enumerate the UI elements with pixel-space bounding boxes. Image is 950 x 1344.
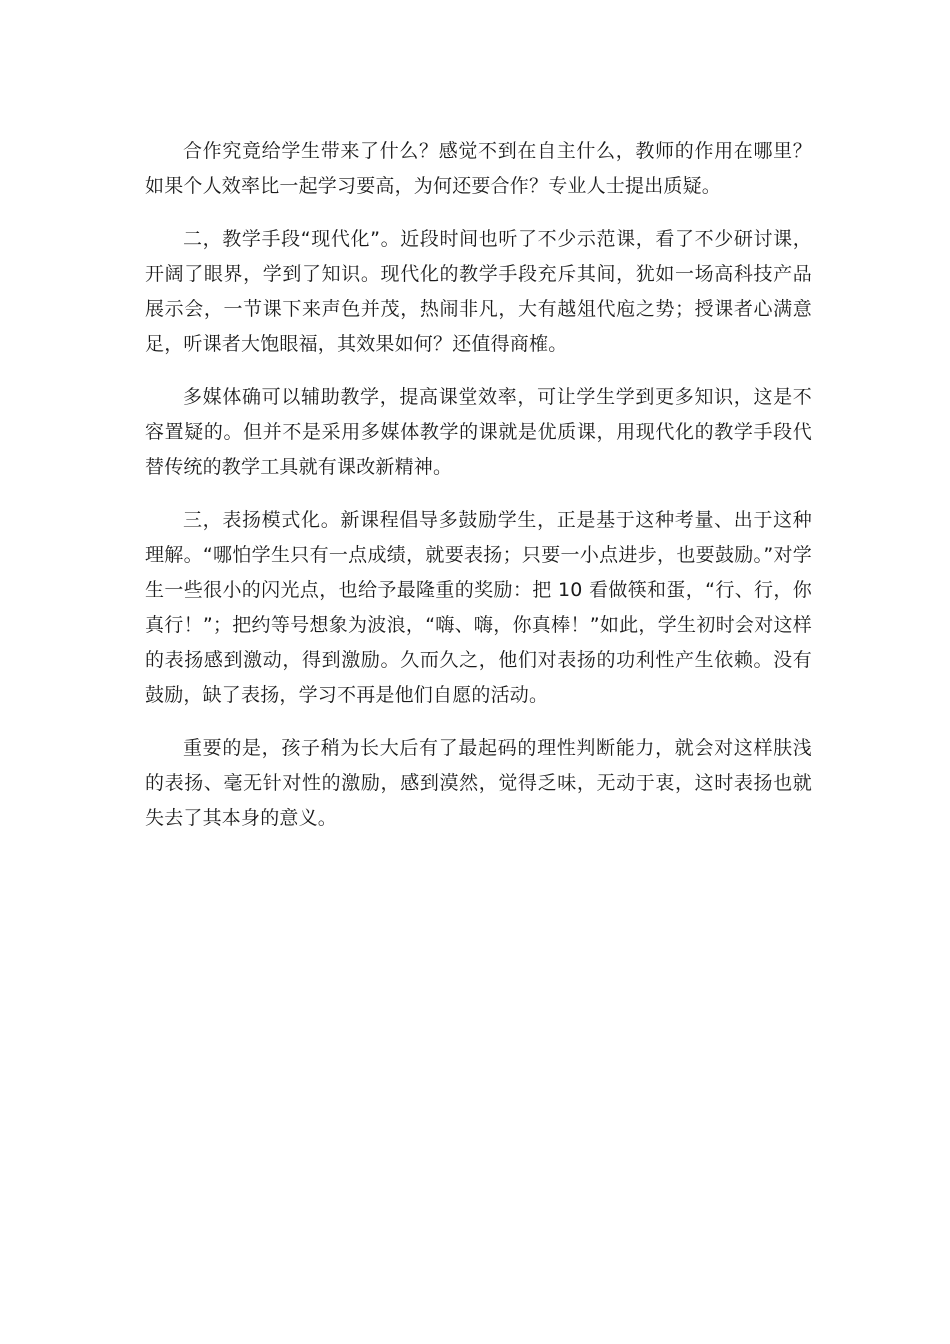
paragraph-praise-meaning: 重要的是，孩子稍为长大后有了最起码的理性判断能力，就会对这样肤浅的表扬、毫无针对性的激励，感到漠然，觉得乏味，无动于衷，这时表扬也就失去了其本身的意义。: [145, 737, 812, 829]
paragraph-praise-pattern: 三，表扬模式化。新课程倡导多鼓励学生，正是基于这种考量、出于这种理解。“哪怕学生只有一点成绩，就要表扬；只要一小点进步，也要鼓励。”对学生一些很小的闪光点，也给予最隆重的奖励：把 10 看做筷和蛋，“行、行，你真行！”；把约等号想象为波浪，“嗨、嗨，你真棒！”如此，学生初时会对这样的表扬感到激动，得到激励。久而久之，他们对表扬的功利性产生依赖。没有鼓励，缺了表扬，学习不再是他们自愿的活动。: [145, 509, 812, 706]
document-body: [145, 134, 812, 854]
paragraph-modern-teaching-means: 二，教学手段“现代化”。近段时间也听了不少示范课，看了不少研讨课，开阔了眼界，学到了知识。现代化的教学手段充斥其间，犹如一场高科技产品展示会，一节课下来声色并茂，热闹非凡，大有越俎代庖之势；授课者心满意足，听课者大饱眼福，其效果如何？还值得商榷。: [145, 228, 812, 355]
paragraph-cooperation-question: 合作究竟给学生带来了什么？感觉不到在自主什么，教师的作用在哪里？如果个人效率比一起学习要高，为何还要合作？专业人士提出质疑。: [145, 140, 812, 197]
paragraph-multimedia: 多媒体确可以辅助教学，提高课堂效率，可让学生学到更多知识，这是不容置疑的。但并不是采用多媒体教学的课就是优质课，用现代化的教学手段代替传统的教学工具就有课改新精神。: [145, 386, 812, 478]
